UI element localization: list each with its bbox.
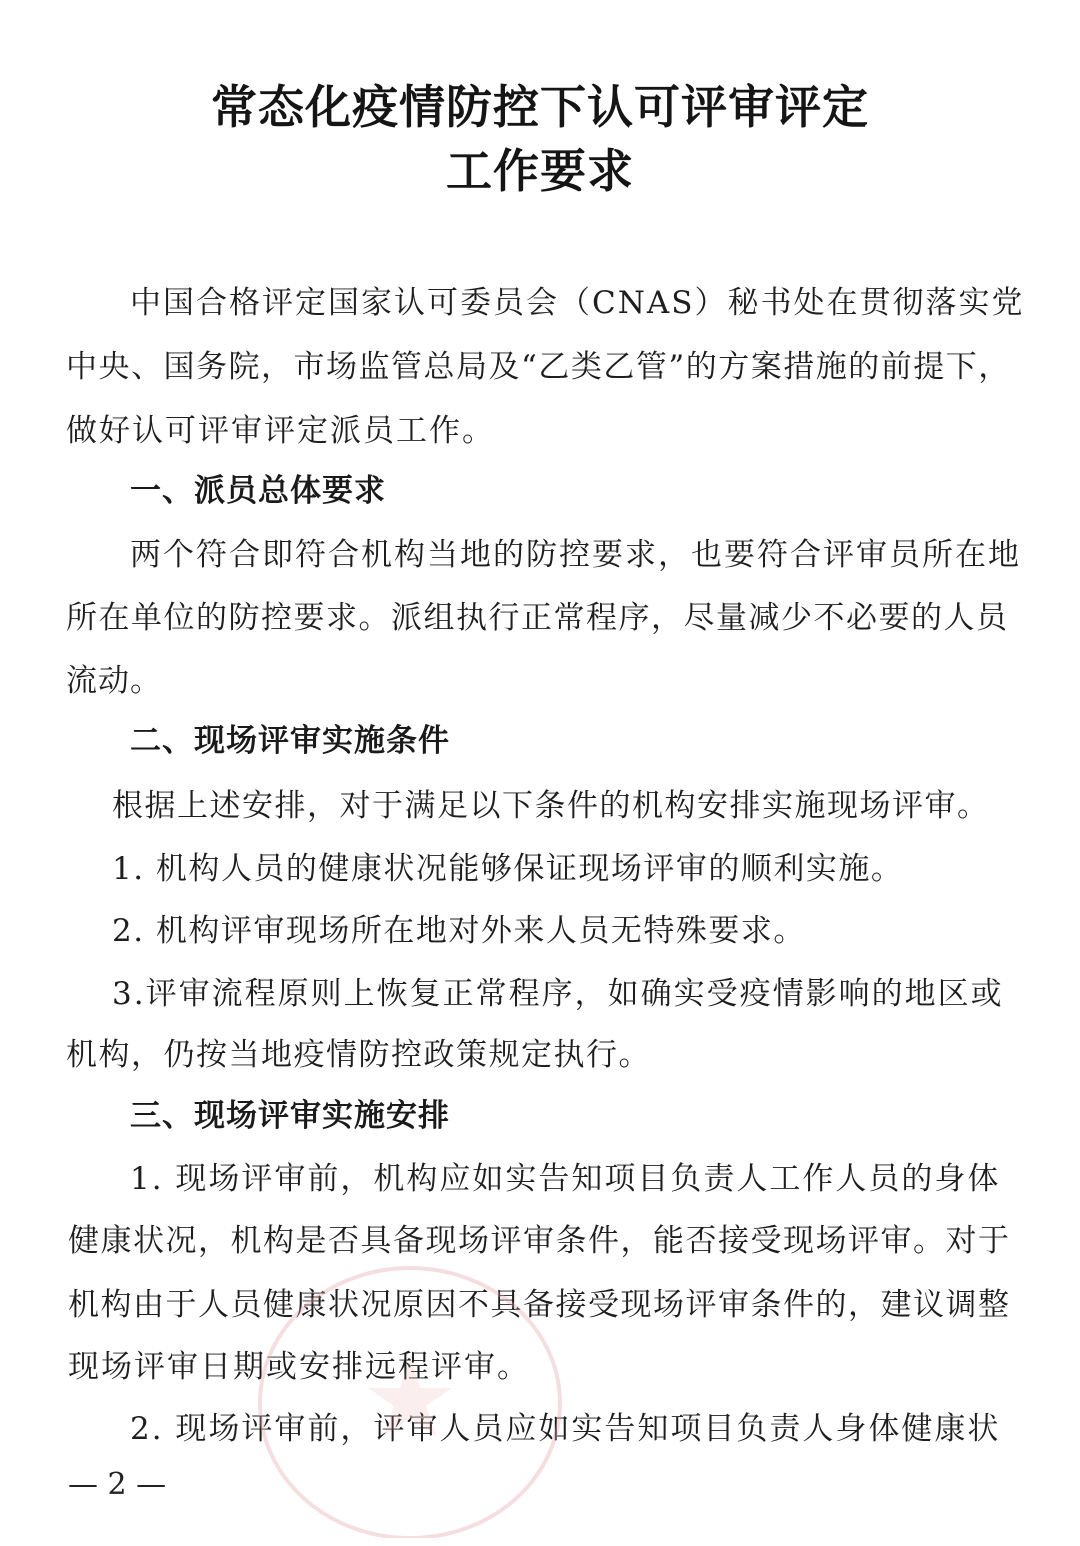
paragraph-line: 两个符合即符合机构当地的防控要求，也要符合评审员所在地 bbox=[130, 537, 1021, 573]
paragraph-line: 流动。 bbox=[66, 663, 162, 699]
list-item-line: 机构由于人员健康状况原因不具备接受现场评审条件的，建议调整 bbox=[68, 1287, 1011, 1323]
list-item-line: 机构，仍按当地疫情防控政策规定执行。 bbox=[66, 1037, 651, 1073]
section-heading-3: 三、现场评审实施安排 bbox=[130, 1098, 450, 1134]
page-number: — 2 — bbox=[68, 1467, 167, 1502]
list-item-line: 3.评审流程原则上恢复正常程序，如确实受疫情影响的地区或 bbox=[112, 976, 1004, 1012]
list-item-line: 2. 机构评审现场所在地对外来人员无特殊要求。 bbox=[112, 913, 806, 949]
official-seal-stamp bbox=[240, 1238, 580, 1538]
paragraph-line: 中国合格评定国家认可委员会（CNAS）秘书处在贯彻落实党 bbox=[130, 285, 1025, 321]
section-heading-2: 二、现场评审实施条件 bbox=[130, 723, 450, 759]
list-item-line: 健康状况，机构是否具备现场评审条件，能否接受现场评审。对于 bbox=[68, 1223, 1011, 1259]
list-item-line: 1. 现场评审前，机构应如实告知项目负责人工作人员的身体 bbox=[130, 1161, 1001, 1197]
list-item-line: 1. 机构人员的健康状况能够保证现场评审的顺利实施。 bbox=[112, 851, 904, 887]
document-title-line-1: 常态化疫情防控下认可评审评定 bbox=[211, 80, 869, 134]
paragraph-line: 根据上述安排，对于满足以下条件的机构安排实施现场评审。 bbox=[112, 788, 990, 824]
list-item-line: 2. 现场评审前，评审人员应如实告知项目负责人身体健康状 bbox=[130, 1411, 1001, 1447]
paragraph-line: 做好认可评审评定派员工作。 bbox=[66, 413, 495, 449]
document-title-line-2: 工作要求 bbox=[446, 144, 634, 198]
list-item-line: 现场评审日期或安排远程评审。 bbox=[68, 1349, 530, 1385]
paragraph-line: 中央、国务院，市场监管总局及“乙类乙管”的方案措施的前提下， bbox=[66, 349, 1011, 385]
section-heading-1: 一、派员总体要求 bbox=[130, 473, 386, 509]
paragraph-line: 所在单位的防控要求。派组执行正常程序，尽量减少不必要的人员 bbox=[66, 600, 1009, 636]
